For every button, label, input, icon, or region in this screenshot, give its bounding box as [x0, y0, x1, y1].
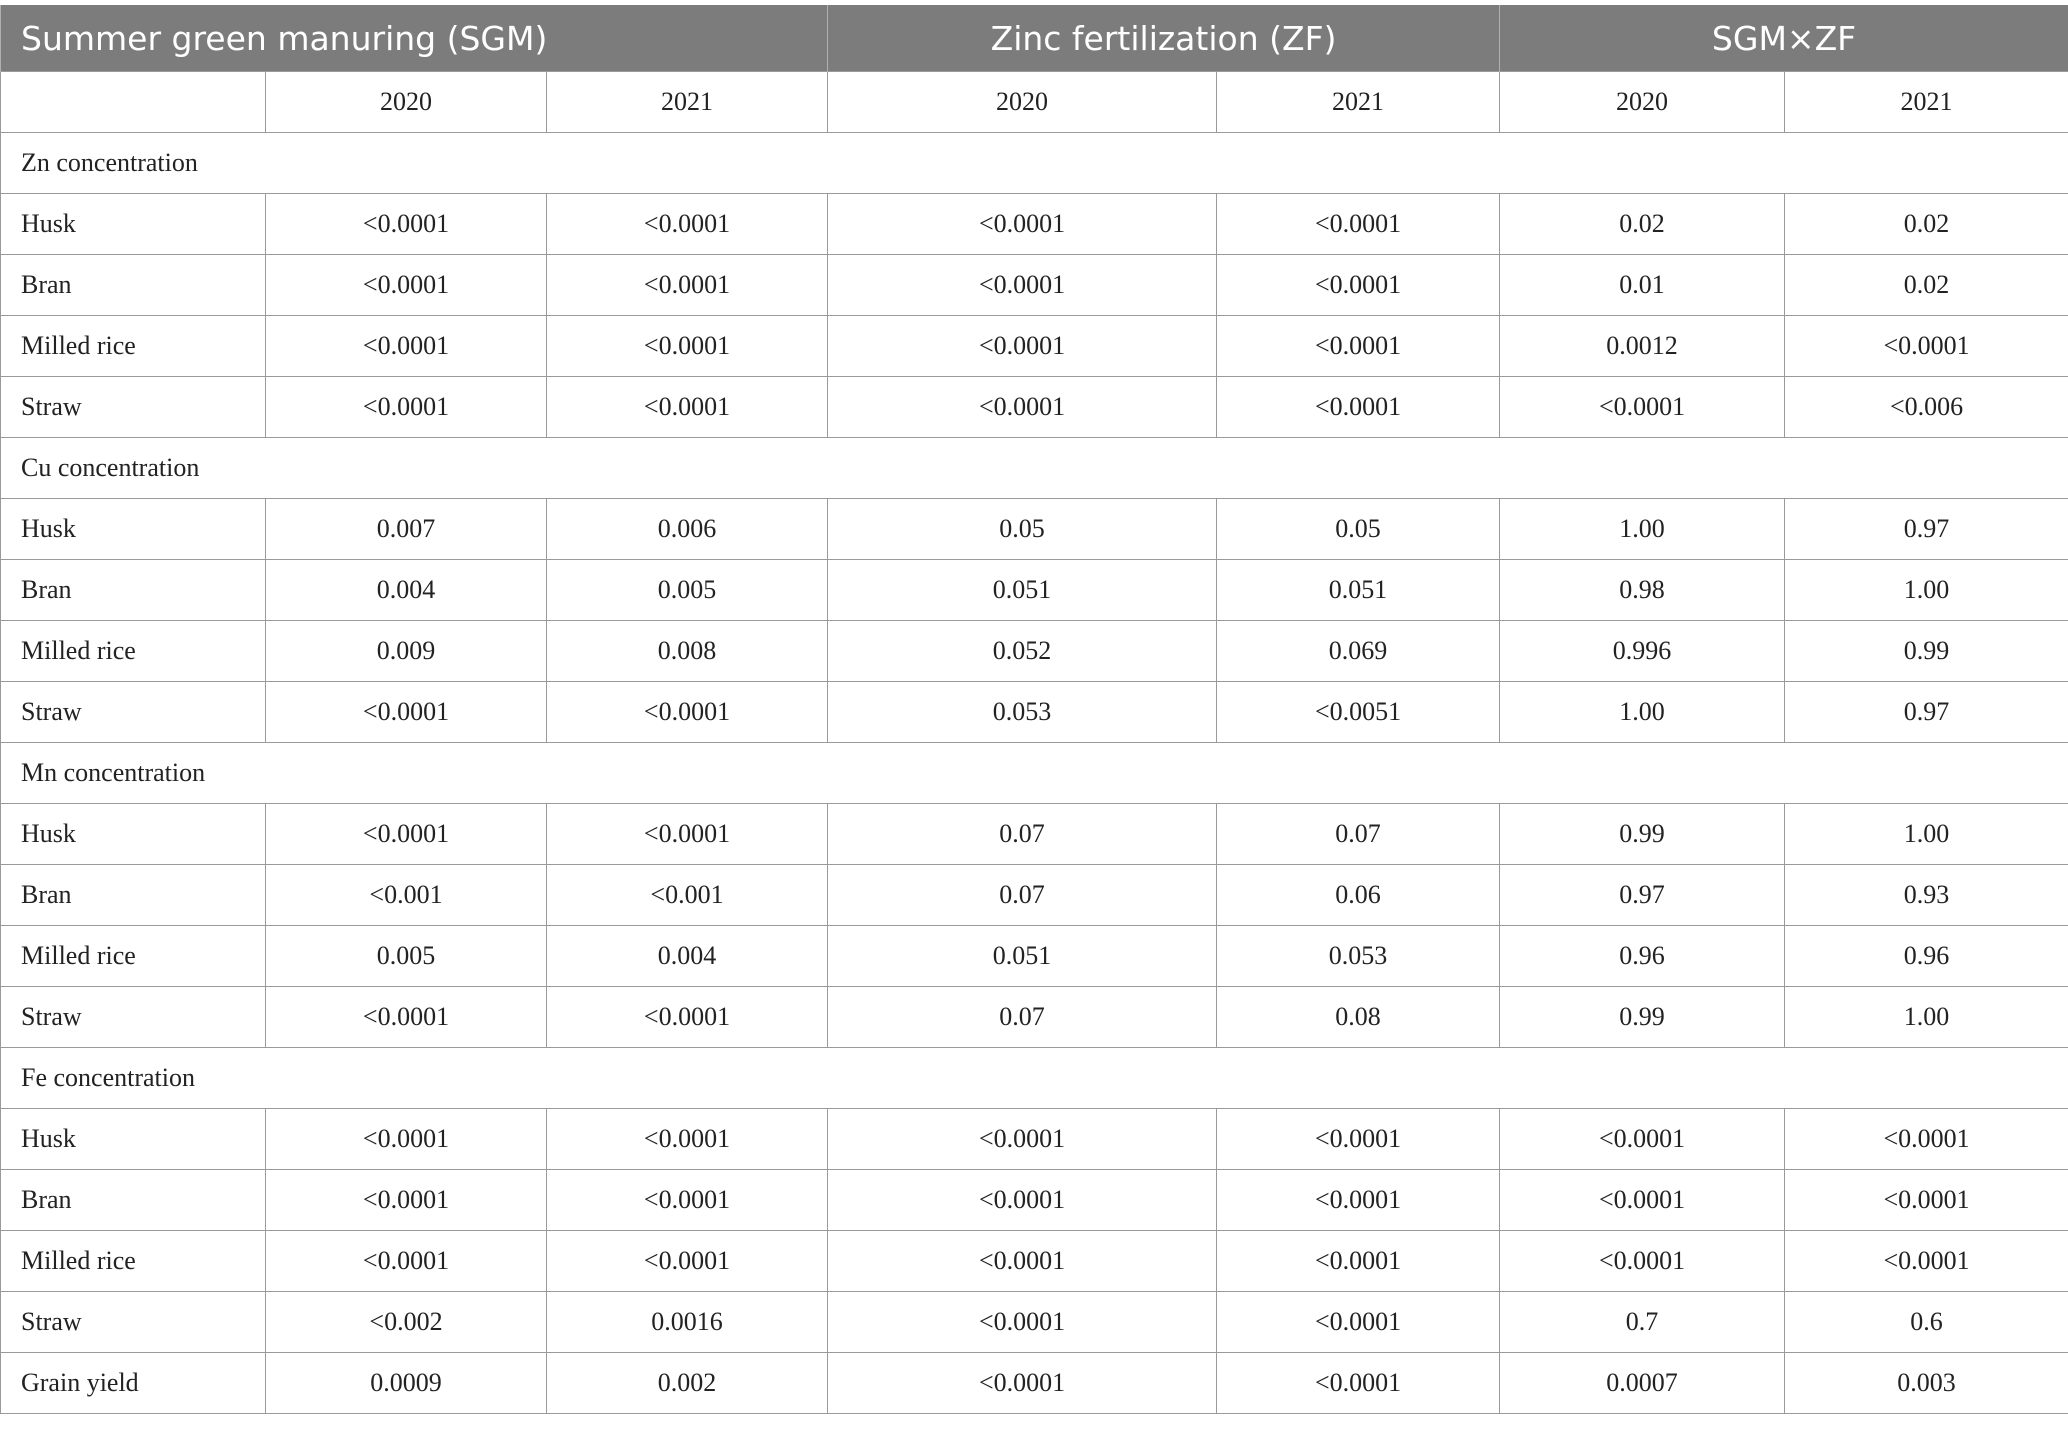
row-label: Husk — [1, 499, 266, 560]
value-cell: 0.08 — [1217, 987, 1500, 1048]
value-cell: <0.001 — [266, 865, 547, 926]
value-cell: 0.96 — [1785, 926, 2068, 987]
year-header-cell: 2020 — [1500, 72, 1785, 133]
table-row — [1, 987, 2068, 1048]
table-row — [1, 865, 2068, 926]
value-cell: 0.02 — [1500, 194, 1785, 255]
value-cell: <0.0001 — [828, 377, 1217, 438]
value-cell: 0.004 — [266, 560, 547, 621]
group-header-zf: Zinc fertilization (ZF) — [828, 5, 1500, 72]
value-cell: 0.02 — [1785, 255, 2068, 316]
table-row — [1, 682, 2068, 743]
value-cell: <0.0001 — [266, 194, 547, 255]
value-cell: 0.05 — [1217, 499, 1500, 560]
table-row — [1, 255, 2068, 316]
row-label: Milled rice — [1, 316, 266, 377]
value-cell: <0.0001 — [828, 1353, 1217, 1414]
row-label: Bran — [1, 1170, 266, 1231]
table-header — [1, 5, 2068, 133]
section-title: Zn concentration — [1, 133, 2068, 194]
group-header-sgm: Summer green manuring (SGM) — [1, 5, 828, 72]
table-row — [1, 926, 2068, 987]
value-cell: <0.0001 — [828, 1231, 1217, 1292]
value-cell: 0.96 — [1500, 926, 1785, 987]
results-table — [0, 5, 2068, 1414]
year-header-row — [1, 72, 2068, 133]
value-cell: <0.0001 — [547, 804, 828, 865]
row-label: Milled rice — [1, 1231, 266, 1292]
section-header-row — [1, 438, 2068, 499]
value-cell: <0.0001 — [266, 1109, 547, 1170]
value-cell: 0.02 — [1785, 194, 2068, 255]
value-cell: <0.0051 — [1217, 682, 1500, 743]
row-label: Bran — [1, 560, 266, 621]
year-header-cell: 2021 — [1785, 72, 2068, 133]
value-cell: 1.00 — [1785, 560, 2068, 621]
results-table-container — [0, 5, 2068, 1414]
value-cell: 0.0007 — [1500, 1353, 1785, 1414]
table-row — [1, 560, 2068, 621]
value-cell: <0.0001 — [1217, 377, 1500, 438]
value-cell: 0.009 — [266, 621, 547, 682]
value-cell: 0.051 — [1217, 560, 1500, 621]
value-cell: <0.0001 — [547, 682, 828, 743]
value-cell: <0.0001 — [547, 1109, 828, 1170]
value-cell: 0.052 — [828, 621, 1217, 682]
section-header-row — [1, 133, 2068, 194]
value-cell: <0.0001 — [828, 255, 1217, 316]
table-row — [1, 499, 2068, 560]
value-cell: 0.003 — [1785, 1353, 2068, 1414]
row-label: Milled rice — [1, 926, 266, 987]
value-cell: 0.051 — [828, 926, 1217, 987]
value-cell: 0.97 — [1500, 865, 1785, 926]
value-cell: 0.07 — [828, 804, 1217, 865]
value-cell: 0.07 — [828, 865, 1217, 926]
value-cell: 0.6 — [1785, 1292, 2068, 1353]
value-cell: <0.0001 — [828, 316, 1217, 377]
value-cell: <0.0001 — [828, 1109, 1217, 1170]
value-cell: 0.002 — [547, 1353, 828, 1414]
value-cell: <0.0001 — [266, 1231, 547, 1292]
value-cell: 0.069 — [1217, 621, 1500, 682]
row-label: Bran — [1, 865, 266, 926]
year-header-cell: 2021 — [547, 72, 828, 133]
value-cell: 0.99 — [1500, 804, 1785, 865]
table-row — [1, 1109, 2068, 1170]
row-label: Straw — [1, 987, 266, 1048]
section-title: Cu concentration — [1, 438, 2068, 499]
value-cell: <0.0001 — [828, 194, 1217, 255]
value-cell: <0.0001 — [547, 255, 828, 316]
row-label: Husk — [1, 804, 266, 865]
value-cell: <0.0001 — [266, 682, 547, 743]
value-cell: <0.0001 — [1217, 1109, 1500, 1170]
value-cell: 0.99 — [1500, 987, 1785, 1048]
year-header-cell: 2020 — [828, 72, 1217, 133]
value-cell: 1.00 — [1785, 987, 2068, 1048]
value-cell: <0.0001 — [1217, 1231, 1500, 1292]
value-cell: 0.97 — [1785, 499, 2068, 560]
value-cell: <0.0001 — [547, 1231, 828, 1292]
group-header-row — [1, 5, 2068, 72]
value-cell: 0.0016 — [547, 1292, 828, 1353]
value-cell: 0.06 — [1217, 865, 1500, 926]
value-cell: <0.0001 — [266, 377, 547, 438]
row-label: Milled rice — [1, 621, 266, 682]
value-cell: <0.0001 — [1217, 194, 1500, 255]
value-cell: 0.98 — [1500, 560, 1785, 621]
table-row — [1, 1353, 2068, 1414]
table-row — [1, 194, 2068, 255]
section-title: Fe concentration — [1, 1048, 2068, 1109]
value-cell: <0.0001 — [1217, 1170, 1500, 1231]
row-label: Husk — [1, 1109, 266, 1170]
value-cell: <0.0001 — [547, 377, 828, 438]
value-cell: <0.0001 — [1217, 316, 1500, 377]
value-cell: 1.00 — [1500, 682, 1785, 743]
value-cell: 0.051 — [828, 560, 1217, 621]
value-cell: 0.007 — [266, 499, 547, 560]
value-cell: 1.00 — [1785, 804, 2068, 865]
value-cell: <0.0001 — [1785, 316, 2068, 377]
value-cell: 0.006 — [547, 499, 828, 560]
value-cell: 0.97 — [1785, 682, 2068, 743]
table-row — [1, 1292, 2068, 1353]
value-cell: <0.0001 — [266, 804, 547, 865]
value-cell: 0.0009 — [266, 1353, 547, 1414]
value-cell: <0.001 — [547, 865, 828, 926]
value-cell: <0.0001 — [1217, 1353, 1500, 1414]
table-body — [1, 133, 2068, 1414]
row-label: Husk — [1, 194, 266, 255]
value-cell: <0.0001 — [1500, 1231, 1785, 1292]
year-header-cell: 2020 — [266, 72, 547, 133]
section-header-row — [1, 1048, 2068, 1109]
table-row — [1, 621, 2068, 682]
table-row — [1, 316, 2068, 377]
value-cell: 0.004 — [547, 926, 828, 987]
value-cell: 0.7 — [1500, 1292, 1785, 1353]
value-cell: <0.0001 — [266, 255, 547, 316]
value-cell: <0.0001 — [1785, 1231, 2068, 1292]
value-cell: 0.07 — [1217, 804, 1500, 865]
row-label: Straw — [1, 682, 266, 743]
value-cell: <0.006 — [1785, 377, 2068, 438]
value-cell: <0.0001 — [1785, 1170, 2068, 1231]
value-cell: 0.996 — [1500, 621, 1785, 682]
value-cell: <0.0001 — [1500, 377, 1785, 438]
value-cell: <0.0001 — [1217, 1292, 1500, 1353]
year-header-cell: 2021 — [1217, 72, 1500, 133]
value-cell: <0.0001 — [1217, 255, 1500, 316]
value-cell: <0.0001 — [828, 1292, 1217, 1353]
value-cell: 0.005 — [547, 560, 828, 621]
value-cell: <0.0001 — [1500, 1109, 1785, 1170]
value-cell: <0.0001 — [547, 987, 828, 1048]
year-header-cell — [1, 72, 266, 133]
value-cell: 0.07 — [828, 987, 1217, 1048]
table-row — [1, 1170, 2068, 1231]
value-cell: 0.053 — [1217, 926, 1500, 987]
value-cell: 0.99 — [1785, 621, 2068, 682]
value-cell: 0.93 — [1785, 865, 2068, 926]
group-header-sgm-zf: SGM×ZF — [1500, 5, 2068, 72]
value-cell: <0.002 — [266, 1292, 547, 1353]
value-cell: 0.0012 — [1500, 316, 1785, 377]
section-title: Mn concentration — [1, 743, 2068, 804]
row-label: Straw — [1, 1292, 266, 1353]
value-cell: <0.0001 — [547, 194, 828, 255]
row-label: Straw — [1, 377, 266, 438]
value-cell: 0.053 — [828, 682, 1217, 743]
row-label: Grain yield — [1, 1353, 266, 1414]
value-cell: <0.0001 — [1785, 1109, 2068, 1170]
value-cell: <0.0001 — [828, 1170, 1217, 1231]
table-row — [1, 1231, 2068, 1292]
value-cell: <0.0001 — [266, 987, 547, 1048]
table-row — [1, 804, 2068, 865]
value-cell: <0.0001 — [1500, 1170, 1785, 1231]
value-cell: 0.01 — [1500, 255, 1785, 316]
value-cell: <0.0001 — [547, 316, 828, 377]
value-cell: <0.0001 — [266, 1170, 547, 1231]
value-cell: 0.005 — [266, 926, 547, 987]
value-cell: 0.008 — [547, 621, 828, 682]
value-cell: 1.00 — [1500, 499, 1785, 560]
value-cell: 0.05 — [828, 499, 1217, 560]
value-cell: <0.0001 — [266, 316, 547, 377]
value-cell: <0.0001 — [547, 1170, 828, 1231]
section-header-row — [1, 743, 2068, 804]
row-label: Bran — [1, 255, 266, 316]
table-row — [1, 377, 2068, 438]
